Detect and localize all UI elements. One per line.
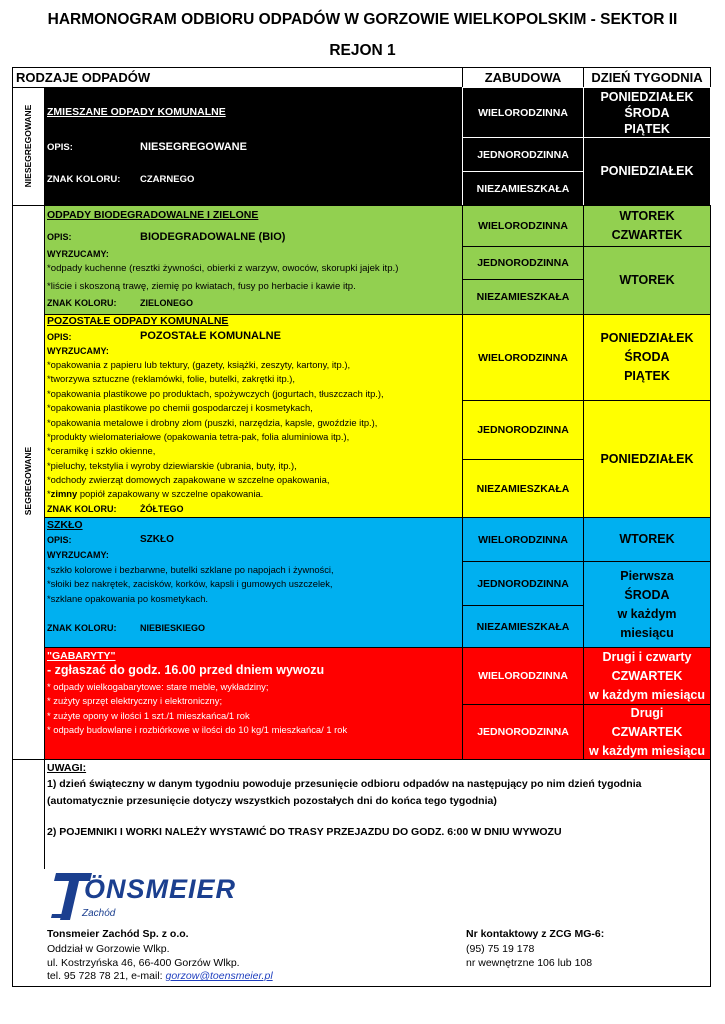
other-item-last-bold: zimny xyxy=(50,488,78,499)
bulky-waste-desc xyxy=(44,647,463,760)
other-item: *odchody zwierząt domowych zapakowane w szczelne opakowania, xyxy=(47,474,330,486)
other-days-single: PONIEDZIAŁEK xyxy=(583,400,711,518)
other-item-last xyxy=(47,487,263,501)
mixed-row-uninhabited: NIEZAMIESZKAŁA xyxy=(462,171,584,206)
other-wyrzucamy: WYRZUCAMY: xyxy=(47,346,109,356)
header-waste-types: RODZAJE ODPADÓW xyxy=(12,67,463,88)
bio-opis-label: OPIS: xyxy=(47,232,72,242)
company-address: ul. Kostrzyńska 46, 66-400 Gorzów Wlkp. xyxy=(47,957,240,969)
mixed-color-value: CZARNEGO xyxy=(140,174,195,185)
other-item: *produkty wielomateriałowe (opakowania tetra-pak, folia aluminiowa itp.), xyxy=(47,431,350,442)
glass-color-value: NIEBIESKIEGO xyxy=(140,623,206,633)
other-opis-label: OPIS: xyxy=(47,332,72,342)
contact-title: Nr kontaktowy z ZCG MG-6: xyxy=(466,928,605,940)
day-line: ŚRODA xyxy=(624,350,670,364)
company-phone: tel. 95 728 78 21, e-mail: xyxy=(47,970,166,982)
day-line: Pierwsza xyxy=(620,568,674,583)
logo-text: ÖNSMEIER xyxy=(84,874,237,904)
glass-days-multi: WTOREK xyxy=(583,517,711,562)
other-item: *opakowania z papieru lub tektury, (gazety, książki, zeszyty, kartony, itp.), xyxy=(47,359,351,370)
other-waste-desc xyxy=(44,314,463,518)
glass-item: *szkło kolorowe i bezbarwne, butelki szklane po napojach i żywności, xyxy=(47,564,334,575)
mixed-opis-label: OPIS: xyxy=(47,142,73,153)
glass-item: *szklane opakowania po kosmetykach. xyxy=(47,592,209,604)
day-line: w każdym miesiącu xyxy=(588,743,706,758)
day-line: PIĄTEK xyxy=(624,369,670,383)
day-line: w każdym miesiącu xyxy=(588,687,706,702)
bulky-item: * zużyty sprzęt elektryczny i elektroniczny; xyxy=(47,695,223,707)
day-line: ŚRODA xyxy=(624,105,670,120)
glass-wyrzucamy: WYRZUCAMY: xyxy=(47,550,109,560)
glass-days-single xyxy=(583,561,711,648)
other-color-value: ŻÓŁTEGO xyxy=(140,504,184,514)
glass-waste-name: SZKŁO xyxy=(47,519,83,531)
notes-p1b: (automatycznie przesunięcie dotyczy wszystkich pozostałych dni do końca tego tygodnia) xyxy=(47,795,497,807)
bio-row-single: JEDNORODZINNA xyxy=(462,246,584,280)
mixed-days-single: PONIEDZIAŁEK xyxy=(583,137,711,206)
day-line: PONIEDZIAŁEK xyxy=(600,331,694,345)
glass-opis-value: SZKŁO xyxy=(140,534,174,545)
other-item-last-star: * xyxy=(47,488,51,499)
bulky-item: * odpady wielkogabarytowe: stare meble, wykładziny; xyxy=(47,681,269,692)
header-building: ZABUDOWA xyxy=(462,67,584,88)
glass-row-uninhabited: NIEZAMIESZKAŁA xyxy=(462,605,584,648)
notes-p1a: 1) dzień świąteczny w danym tygodniu powoduje przesunięcie odbioru odpadów na następujący po nim dzień tygodnia xyxy=(47,778,642,790)
company-logo xyxy=(48,870,258,922)
glass-waste-desc xyxy=(44,517,463,648)
day-line: WTOREK xyxy=(619,209,675,223)
bio-item: *liście i skoszoną trawę, ziemię po kwiatach, fusy po herbacie i kawie itp. xyxy=(47,281,356,292)
glass-row-multi: WIELORODZINNA xyxy=(462,517,584,562)
day-line: CZWARTEK xyxy=(611,724,683,739)
other-item: *tworzywa sztuczne (reklamówki, folie, butelki, zakrętki itp.), xyxy=(47,373,295,385)
mixed-waste-name: ZMIESZANE ODPADY KOMUNALNE xyxy=(47,106,226,118)
company-contact xyxy=(47,970,273,982)
day-line: PIĄTEK xyxy=(624,121,670,136)
glass-opis-label: OPIS: xyxy=(47,535,72,545)
contact-phone: (95) 75 19 178 xyxy=(466,943,535,955)
other-item: *opakowania plastikowe po produktach, spożywczych (jogurtach, tłuszczach itp.), xyxy=(47,387,384,399)
notes-label: UWAGI: xyxy=(47,762,87,774)
page-title: HARMONOGRAM ODBIORU ODPADÓW W GORZOWIE WIELKOPOLSKIM - SEKTOR II xyxy=(47,11,678,28)
notes-left-cell xyxy=(12,759,45,869)
bulky-item: * zużyte opony w ilości 1 szt./1 mieszkańca/1 rok xyxy=(47,709,250,721)
bio-waste-name: ODPADY BIODEGRADOWALNE I ZIELONE xyxy=(47,209,259,221)
bio-waste-desc xyxy=(44,205,463,315)
other-item-last-rest: popiół zapakowany w szczelne opakowania. xyxy=(77,488,264,499)
group-sorted-label: SEGREGOWANE xyxy=(23,446,33,516)
day-line: CZWARTEK xyxy=(611,228,683,242)
day-line: CZWARTEK xyxy=(611,668,683,683)
mixed-days-multi xyxy=(583,87,711,138)
other-opis-value: POZOSTAŁE KOMUNALNE xyxy=(140,330,281,342)
bio-days-single: WTOREK xyxy=(583,246,711,315)
other-item: *pieluchy, tekstylia i wyroby dziewiarskie (ubrania, buty, itp.), xyxy=(47,459,297,471)
day-line: ŚRODA xyxy=(624,587,670,602)
other-item: *ceramikę i szkło okienne, xyxy=(47,445,156,457)
bio-item: *odpady kuchenne (resztki żywności, obierki z warzyw, owoców, skorupki jajek itp.) xyxy=(47,263,399,274)
other-row-single: JEDNORODZINNA xyxy=(462,400,584,460)
page-subtitle: REJON 1 xyxy=(329,42,396,59)
glass-item: *słoiki bez nakrętek, zacisków, korków, kapsli i gumowych uszczelek, xyxy=(47,578,333,590)
day-line: w każdym xyxy=(617,606,677,621)
other-item: *opakowania plastikowe po chemii gospodarczej i kosmetykach, xyxy=(47,402,313,414)
contact-ext: nr wewnętrzne 106 lub 108 xyxy=(466,957,593,969)
glass-row-single: JEDNORODZINNA xyxy=(462,561,584,606)
other-row-multi: WIELORODZINNA xyxy=(462,314,584,401)
bulky-row-single: JEDNORODZINNA xyxy=(462,704,584,760)
mixed-opis-value: NIESEGREGOWANE xyxy=(140,141,247,153)
day-line: PONIEDZIAŁEK xyxy=(600,89,694,104)
group-sorted-cell xyxy=(12,205,45,760)
other-days-multi xyxy=(583,314,711,401)
other-waste-name: POZOSTAŁE ODPADY KOMUNALNE xyxy=(47,315,229,327)
glass-color-label: ZNAK KOLORU: xyxy=(47,623,117,633)
group-unsorted-label: NIESEGREGOWANE xyxy=(23,104,33,188)
mixed-waste-desc xyxy=(44,87,463,206)
mixed-row-single: JEDNORODZINNA xyxy=(462,137,584,172)
other-color-label: ZNAK KOLORU: xyxy=(47,504,117,514)
bulky-days-multi xyxy=(583,647,711,705)
company-email-link[interactable]: gorzow@toensmeier.pl xyxy=(165,970,273,982)
bulky-days-single xyxy=(583,704,711,760)
notes-p2: 2) POJEMNIKI I WORKI NALEŻY WYSTAWIĆ DO TRASY PRZEJAZDU DO GODZ. 6:00 W DNIU WYWOZU xyxy=(47,826,562,838)
group-unsorted-cell xyxy=(12,87,45,206)
mixed-row-multi: WIELORODZINNA xyxy=(462,87,584,138)
bio-days-multi xyxy=(583,205,711,247)
bio-color-label: ZNAK KOLORU: xyxy=(47,298,117,308)
day-line: miesiącu xyxy=(620,625,674,640)
bulky-waste-name: "GABARYTY" xyxy=(47,650,116,662)
other-row-uninhabited: NIEZAMIESZKAŁA xyxy=(462,459,584,518)
bio-opis-value: BIODEGRADOWALNE (BIO) xyxy=(140,231,286,243)
mixed-color-label: ZNAK KOLORU: xyxy=(47,174,121,185)
company-branch: Oddział w Gorzowie Wlkp. xyxy=(47,943,170,955)
header-day: DZIEŃ TYGODNIA xyxy=(583,67,711,88)
bulky-waste-note: - zgłaszać do godz. 16.00 przed dniem wywozu xyxy=(47,663,325,677)
bio-row-uninhabited: NIEZAMIESZKAŁA xyxy=(462,279,584,315)
bio-color-value: ZIELONEGO xyxy=(140,298,194,308)
day-line: Drugi xyxy=(630,705,664,720)
bulky-row-multi: WIELORODZINNA xyxy=(462,647,584,705)
logo-subtext: Zachód xyxy=(82,908,116,919)
other-item: *opakowania metalowe i drobny złom (puszki, narzędzia, kapsle, gwoździe itp.), xyxy=(47,416,378,428)
bio-wyrzucamy: WYRZUCAMY: xyxy=(47,249,109,259)
bulky-item: * odpady budowlane i rozbiórkowe w ilości do 10 kg/1 mieszkańca/ 1 rok xyxy=(47,724,348,736)
bio-row-multi: WIELORODZINNA xyxy=(462,205,584,247)
company-name: Tonsmeier Zachód Sp. z o.o. xyxy=(47,928,189,940)
day-line: Drugi i czwarty xyxy=(602,649,692,664)
